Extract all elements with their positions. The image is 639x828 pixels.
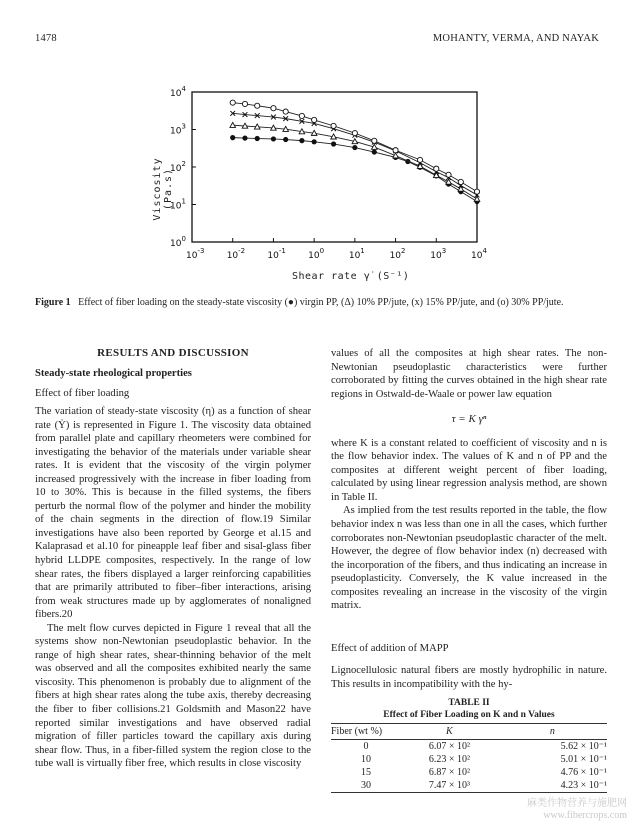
paragraph-k-n-definition: where K is a constant related to coefficient of viscosity and n is the flow behavior index. The values of K and n of PP and the composites at different weight percent of fiber loading, calculated by using linear regression analysis method, are shown in Table II.: [331, 437, 607, 503]
table-header-k: K: [446, 726, 453, 737]
table-title: TABLE II: [448, 698, 490, 708]
table-cell: 6.87 × 10²: [428, 767, 470, 778]
table-row: [331, 766, 607, 779]
table-cell: 5.01 × 10⁻¹: [560, 754, 607, 765]
data-point: [331, 141, 336, 146]
table-header-n: n: [549, 726, 555, 737]
y-tick-label: $10^2$: [170, 160, 186, 174]
figure-caption-text: Effect of fiber loading on the steady-state viscosity (●) virgin PP, (Δ) 10% PP/jute, (x) 15% PP/jute, and (o) 30% PP/jute.: [78, 297, 564, 308]
table-cell: 7.47 × 10³: [428, 780, 470, 791]
x-tick-label: $10^3$: [430, 247, 447, 261]
data-point: [446, 172, 451, 177]
data-point: [283, 137, 288, 142]
paragraph-mapp: Lignocellulosic natural fibers are mostly hydrophilic in nature. This results in incompatibility with the hy-: [331, 665, 607, 690]
series-line-1: [233, 125, 477, 199]
paragraph-fiber-loading-1: The variation of steady-state viscosity (η) as a function of shear rate (Ẏ) is represented in Figure 1. The viscosity data obtained from parallel plate and capillary rheometers were combined for investigating the behavior of the materials under variable shear rates. It is evident that the viscosity of the virgin polymer increased progressively with the increase in fiber loading from 10 to 30%. This is because in the filled systems, the fibers perturb the normal flow of the polymer and hinder the mobility of the chain segments in the direction of flow.19 Similar investigations have also been reported by George et al.15 and Kalaprasad et al.10 for pineapple leaf fiber and sisal-glass fiber hybrid LLDPE composites, respectively. In the range of low shear rates, the fibers displayed a larger reinforcing capabilities that are primarily attributed to fiber–fiber interactions, arising from weak structures made up by agglomerates of nonaligned fibers.20: [35, 406, 311, 621]
table-row: [331, 740, 607, 754]
watermark-line-2: www.fibercrops.com: [543, 810, 627, 821]
x-tick-label: $10^0$: [308, 247, 325, 261]
data-point: [255, 136, 260, 141]
data-point: [312, 117, 317, 122]
table-row: [331, 779, 607, 793]
table-cell: 6.07 × 10²: [428, 741, 470, 752]
data-point: [230, 135, 235, 140]
y-tick-label: $10^3$: [170, 122, 186, 137]
section-title-results: RESULTS AND DISCUSSION: [97, 347, 249, 359]
paragraph-power-law: values of all the composites at high shear rates. The non-Newtonian pseudoplastic characteristics were further corroborated by fitting the curves obtained in the high shear rate regions in Ostwald-de-Waale or power law equation: [331, 348, 607, 400]
data-point: [417, 157, 422, 162]
table-row: [331, 753, 607, 766]
table-cell: 5.62 × 10⁻¹: [560, 741, 607, 752]
table-cell: 4.23 × 10⁻¹: [560, 780, 607, 791]
data-point: [458, 179, 463, 184]
series-line-2: [233, 113, 477, 195]
power-law-equation: τ = K γⁿ: [451, 413, 487, 426]
data-point: [271, 136, 276, 141]
x-tick-label: $10^{-2}$: [226, 247, 246, 261]
x-tick-label: $10^4$: [471, 247, 487, 261]
subsubsection-mapp: Effect of addition of MAPP: [331, 643, 449, 654]
data-point: [283, 109, 288, 114]
page-number: 1478: [35, 33, 57, 44]
data-point: [230, 100, 235, 105]
paragraph-test-results: As implied from the test results reported in the table, the flow behavior index n was less than one in all the cases, which further corroborates non-Newtonian pseudoplastic character of the melt. However, the degree of flow behavior index (n) decreased with the incorporation of the fibers, and thus indicating an increase in pseudoplasticity. Conversely, the K value increased in the composites revealing an increase in the viscosity of the virgin matrix.: [331, 505, 607, 612]
data-point: [242, 135, 247, 140]
table-cell: 0: [363, 741, 369, 752]
table-cell: 6.23 × 10²: [428, 754, 470, 765]
paragraph-fiber-loading-2: The melt flow curves depicted in Figure 1 reveal that all the systems show non-Newtonian pseudoplastic behavior. In the range of high shear rates, shear-thinning behavior of the melt was observed and all the composites exhibited nearly the same viscosity. This phenomenon is probably due to alignment of the fibers at high shear rates along the tube axis, thereby decreasing the fiber to fiber collisions.21 Goldsmith and Mason22 have reported similar investigations and have observed radial migration of filler particles toward the capillary axis during shear flow. Thus, in a fiber-filled system the region close to the tube wall is virtually fiber free, which results in close viscosity: [35, 622, 311, 770]
data-point: [393, 153, 399, 158]
y-axis-label: Viscosity (Pa.s): [152, 157, 174, 221]
table-cell: 4.76 × 10⁻¹: [560, 767, 607, 778]
x-tick-label: $10^2$: [389, 247, 406, 261]
running-header-authors: MOHANTY, VERMA, AND NAYAK: [432, 33, 599, 44]
figure-caption: [35, 297, 605, 310]
watermark: [527, 798, 627, 822]
x-tick-label: $10^1$: [348, 247, 365, 261]
data-point: [312, 139, 317, 144]
data-point: [255, 103, 260, 108]
table-subtitle: Effect of Fiber Loading on K and n Values: [383, 710, 555, 720]
y-tick-label: $10^0$: [170, 235, 186, 249]
x-tick-label: $10^{-1}$: [267, 247, 286, 261]
table-cell: 30: [361, 780, 371, 791]
data-point: [393, 148, 398, 153]
table-header-fiber: Fiber (wt %): [331, 726, 383, 737]
subsubsection-fiber-loading: Effect of fiber loading: [35, 388, 130, 399]
watermark-line-1: 麻类作物营养与施肥网: [527, 798, 627, 809]
data-point: [331, 123, 336, 128]
data-point: [474, 189, 479, 194]
k-n-table: [331, 723, 607, 793]
data-point: [299, 138, 304, 143]
data-point: [271, 106, 276, 111]
table-cell: 15: [361, 767, 371, 778]
data-point: [372, 149, 377, 154]
data-point: [352, 145, 357, 150]
x-axis-label: Shear rate γ̇ (S⁻¹): [292, 271, 410, 282]
figure-label: Figure 1: [35, 297, 71, 308]
data-point: [434, 166, 439, 171]
data-point: [242, 101, 247, 106]
data-point: [352, 131, 357, 136]
table-cell: 10: [361, 754, 371, 765]
data-point: [372, 138, 377, 143]
y-tick-label: $10^4$: [170, 85, 186, 99]
subsection-steady-state: Steady-state rheological properties: [35, 368, 192, 379]
viscosity-chart: [140, 78, 510, 293]
x-tick-label: $10^{-3}$: [186, 247, 205, 261]
y-tick-label: $10^1$: [170, 197, 186, 212]
data-point: [299, 113, 304, 118]
